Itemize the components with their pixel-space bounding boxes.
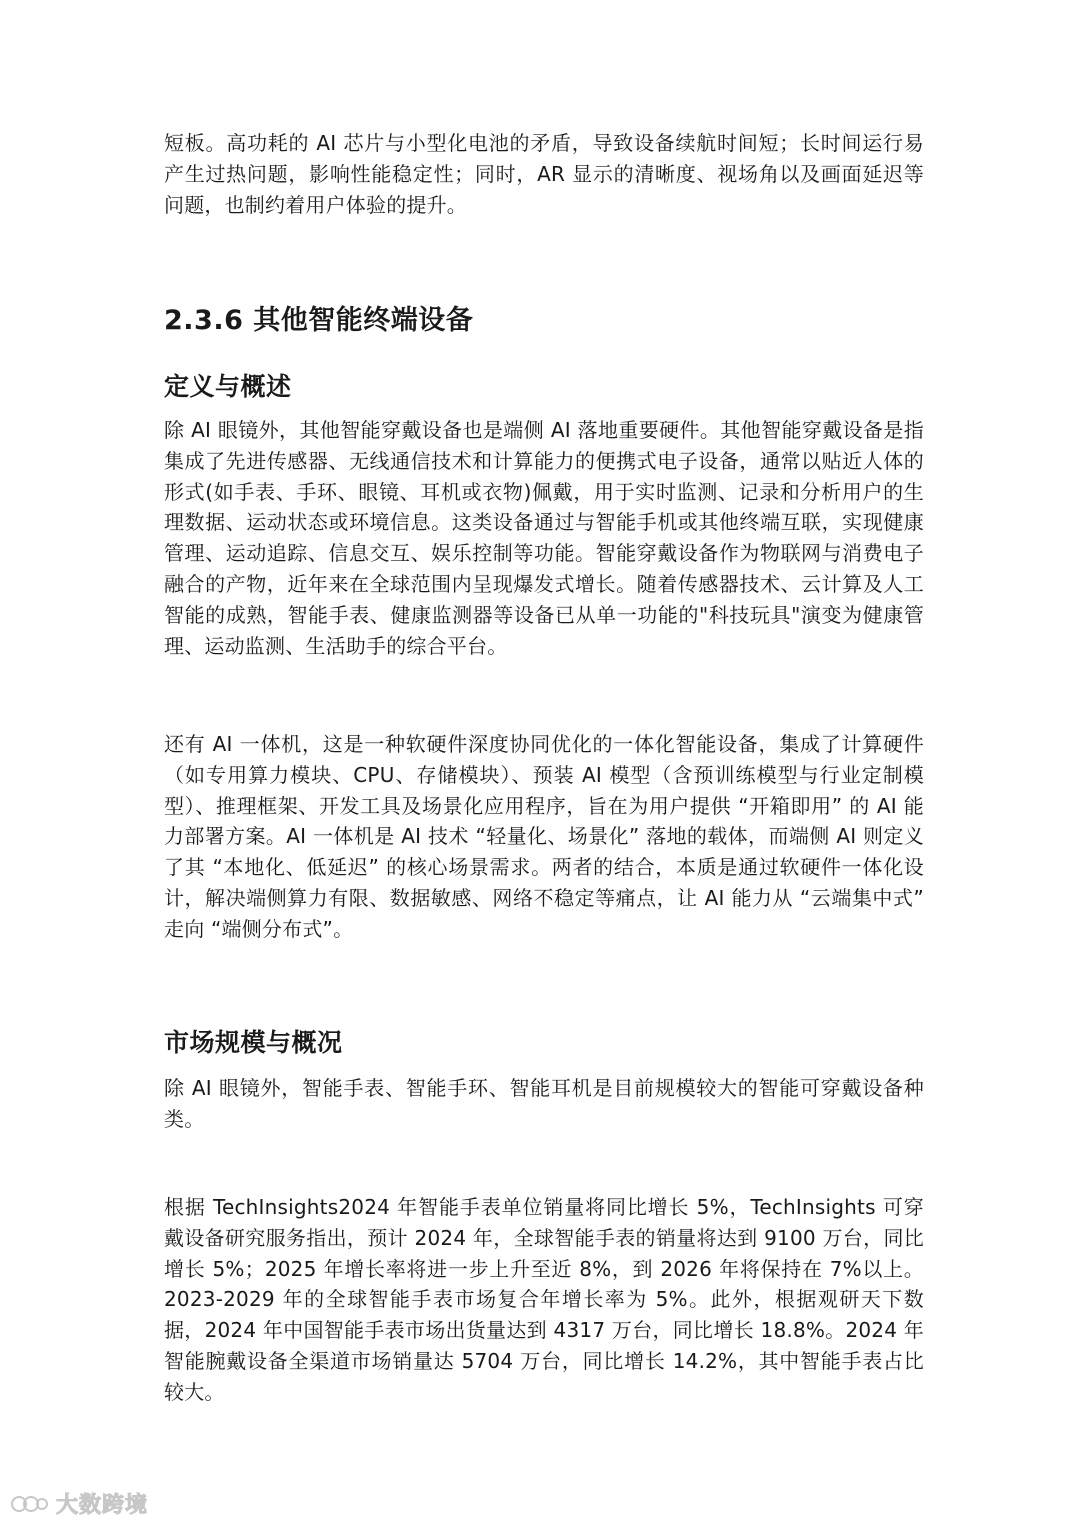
subsection-definition-title: 定义与概述 [164, 372, 292, 401]
definition-paragraph-2: 还有 AI 一体机，这是一种软硬件深度协同优化的一体化智能设备，集成了计算硬件（如专用算力模块、CPU、存储模块）、预装 AI 模型（含预训练模型与行业定制模型）、推理框架、开发工具及场景化应用程序，旨在为用户提供 “开箱即用” 的 AI 能力部署方案。AI 一体机是 AI 技术 “轻量化、场景化” 落地的载体，而端侧 AI 则定义了其 “本地化、低延迟” 的核心场景需求。两者的结合，本质是通过软硬件一体化设计，解决端侧算力有限、数据敏感、网络不稳定等痛点，让 AI 能力从 “云端集中式” 走向 “端侧分布式”。 [164, 732, 924, 941]
watermark-text: 大数跨境 [56, 1493, 149, 1518]
market-paragraph-1: 除 AI 眼镜外，智能手表、智能手环、智能耳机是目前规模较大的智能可穿戴设备种类。 [164, 1076, 924, 1131]
definition-paragraph-1: 除 AI 眼镜外，其他智能穿戴设备也是端侧 AI 落地重要硬件。其他智能穿戴设备是指集成了先进传感器、无线通信技术和计算能力的便携式电子设备，通常以贴近人体的形式(如手表、手环、眼镜、耳机或衣物)佩戴，用于实时监测、记录和分析用户的生理数据、运动状态或环境信息。这类设备通过与智能手机或其他终端互联，实现健康管理、运动追踪、信息交互、娱乐控制等功能。智能穿戴设备作为物联网与消费电子融合的产物，近年来在全球范围内呈现爆发式增长。随着传感器技术、云计算及人工智能的成熟，智能手表、健康监测器等设备已从单一功能的"科技玩具"演变为健康管理、运动监测、生活助手的综合平台。 [164, 418, 924, 658]
market-paragraph-2: 根据 TechInsights2024 年智能手表单位销量将同比增长 5%，TechInsights 可穿戴设备研究服务指出，预计 2024 年，全球智能手表的销量将达到 9100 万台，同比增长 5%；2025 年增长率将进一步上升至近 8%，到 2026 年将保持在 7%以上。2023-2029 年的全球智能手表市场复合年增长率为 5%。此外，根据观研天下数据，2024 年中国智能手表市场出货量达到 4317 万台，同比增长 18.8%。2024 年智能腕戴设备全渠道市场销量达 5704 万台，同比增长 14.2%，其中智能手表占比较大。 [164, 1195, 924, 1404]
watermark [10, 1488, 148, 1519]
subsection-market-title: 市场规模与概况 [164, 1028, 343, 1057]
dashuju-logo-icon [10, 1492, 50, 1516]
intro-paragraph: 短板。高功耗的 AI 芯片与小型化电池的矛盾，导致设备续航时间短；长时间运行易产生过热问题，影响性能稳定性；同时，AR 显示的清晰度、视场角以及画面延迟等问题，也制约着用户体验的提升。 [164, 131, 924, 217]
section-title: 2.3.6 其他智能终端设备 [164, 305, 474, 336]
